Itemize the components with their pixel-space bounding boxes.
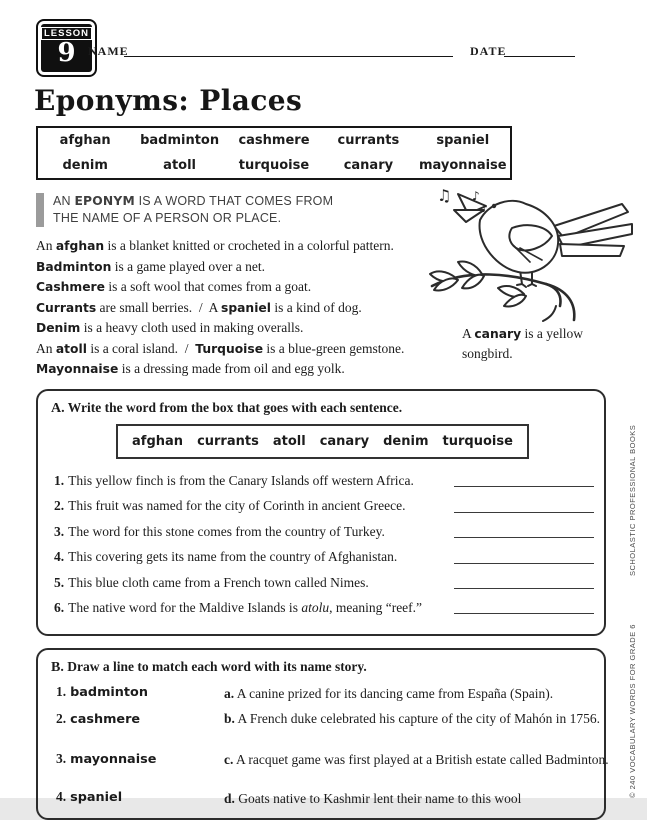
section-b-instructions: Draw a line to match each word with its name story. — [67, 659, 367, 674]
publisher-credit — [628, 425, 637, 798]
word-bank-word: currants — [197, 434, 259, 449]
match-word-number: 1. — [56, 684, 67, 699]
section-a-word-box — [116, 424, 529, 459]
publisher-text: SCHOLASTIC PROFESSIONAL BOOKS — [628, 424, 637, 577]
definition-line: Badminton is a game played over a net. — [36, 258, 266, 274]
section-b-letter: B. — [51, 660, 64, 675]
match-word-label: spaniel — [70, 790, 123, 805]
match-word-label: badminton — [70, 685, 148, 700]
answer-blank — [454, 588, 594, 589]
lesson-badge-inner — [41, 24, 92, 72]
match-story-letter: c. — [224, 752, 234, 767]
match-word — [56, 711, 140, 727]
word-bank-word: denim — [383, 434, 429, 449]
match-story — [224, 709, 616, 730]
section-b — [36, 648, 609, 820]
sentence-row — [54, 519, 594, 544]
word-bank-word: canary — [319, 434, 370, 449]
match-word-number: 2. — [56, 711, 67, 726]
word-bank-word: turquoise — [442, 434, 513, 449]
note-line-2: THE NAME OF A PERSON OR PLACE. — [53, 211, 282, 225]
answer-blank — [454, 486, 594, 487]
sentence-row — [54, 595, 594, 620]
name-label: NAME — [88, 44, 129, 58]
sentence-number: 6. — [54, 599, 65, 615]
match-story-letter: b. — [224, 711, 235, 726]
sentence-text: This blue cloth came from a French town called Nimes. — [68, 574, 369, 590]
sentence-number: 4. — [54, 549, 65, 565]
section-a-heading — [51, 400, 402, 417]
music-note-icon: ♪ — [481, 204, 488, 215]
music-note-icon: ♫ — [437, 186, 452, 205]
match-word-label: cashmere — [70, 712, 141, 727]
lesson-number: 9 — [57, 38, 76, 68]
music-note-icon: ♪ — [472, 189, 480, 203]
match-word — [56, 789, 122, 805]
match-word-label: mayonnaise — [70, 752, 157, 767]
definition-line: Cashmere is a soft wool that comes from a goat. — [36, 279, 312, 294]
answer-blank — [454, 537, 594, 538]
lesson-label: LESSON — [41, 27, 92, 40]
sentence-number: 1. — [54, 473, 65, 488]
definition-line: Mayonnaise is a dressing made from oil and egg yolk. — [36, 361, 345, 376]
definition-line: Currants are small berries. / A spaniel is a kind of dog. — [36, 299, 362, 315]
sentence-number: 2. — [54, 498, 65, 514]
word-bank-word: cashmere — [238, 133, 310, 148]
copyright-text: © 240 VOCABULARY WORDS FOR GRADE 6 — [628, 624, 637, 798]
page-title: Eponyms: Places — [34, 84, 303, 117]
definitions-list — [36, 236, 444, 380]
sentence-text: The native word for the Maldive Islands is atolu, meaning “reef.” — [68, 599, 423, 615]
word-bank-word: badminton — [140, 133, 220, 148]
word-bank-word: atoll — [272, 434, 306, 449]
definition-line: An atoll is a coral island. / Turquoise is a blue-green gemstone. — [36, 340, 405, 356]
answer-blank — [454, 512, 594, 513]
match-word-number: 4. — [56, 789, 67, 804]
section-a-letter: A. — [51, 401, 65, 416]
word-bank-word: mayonnaise — [418, 158, 507, 173]
section-a — [36, 389, 606, 636]
sentence-row — [54, 570, 594, 595]
sentence-number: 5. — [54, 574, 65, 590]
section-a-instructions: Write the word from the box that goes with each sentence. — [67, 400, 403, 415]
match-word — [56, 684, 148, 700]
match-story-text: A racquet game was first played at a British estate called Badminton. — [236, 752, 609, 767]
match-story — [224, 684, 616, 705]
word-bank-word: afghan — [59, 133, 111, 148]
match-story-text: A canine prized for its dancing came from España (Spain). — [236, 686, 554, 701]
word-bank-word: spaniel — [436, 133, 490, 148]
match-word-number: 3. — [56, 751, 67, 766]
word-bank-word: afghan — [132, 434, 184, 449]
section-b-heading — [51, 659, 367, 676]
note-accent-bar — [36, 193, 44, 227]
eponym-definition-note — [36, 193, 333, 227]
date-label: DATE — [470, 44, 507, 58]
match-story-letter: d. — [224, 791, 235, 806]
definition-line: An afghan is a blanket knitted or crocheted in a colorful pattern. — [36, 238, 394, 253]
answer-blank — [454, 563, 594, 564]
word-bank-word: turquoise — [238, 158, 310, 173]
sentence-number: 3. — [54, 523, 65, 539]
name-line — [124, 38, 453, 57]
match-word — [56, 751, 156, 767]
definition-line: Denim is a heavy cloth used in making overalls. — [36, 320, 304, 335]
word-bank-word: denim — [62, 158, 108, 173]
sentence-row — [54, 468, 594, 493]
answer-blank — [454, 613, 594, 614]
sentence-text: This fruit was named for the city of Corinth in ancient Greece. — [68, 498, 406, 514]
illustration-caption: A canary is a yellow songbird. — [462, 326, 583, 361]
word-bank-word: currants — [337, 133, 400, 148]
match-story — [224, 789, 616, 810]
match-story-letter: a. — [224, 686, 235, 701]
sentence-text: This covering gets its name from the country of Afghanistan. — [68, 549, 398, 565]
note-line-1: AN EPONYM IS A WORD THAT COMES FROM — [53, 194, 334, 208]
date-line — [504, 38, 575, 57]
sentence-text: This yellow finch is from the Canary Islands off western Africa. — [68, 473, 414, 488]
match-story-text: Goats native to Kashmir lent their name to this wool — [238, 791, 522, 806]
sentence-row — [54, 544, 594, 569]
match-story — [224, 750, 616, 771]
match-story-text: A French duke celebrated his capture of the city of Mahón in 1756. — [237, 711, 601, 726]
sentence-text: The word for this stone comes from the country of Turkey. — [68, 523, 385, 539]
word-bank-word: canary — [343, 158, 394, 173]
word-bank-word: atoll — [163, 158, 197, 173]
word-bank-box — [36, 126, 512, 180]
canary-illustration — [428, 186, 638, 322]
sentence-row — [54, 493, 594, 518]
